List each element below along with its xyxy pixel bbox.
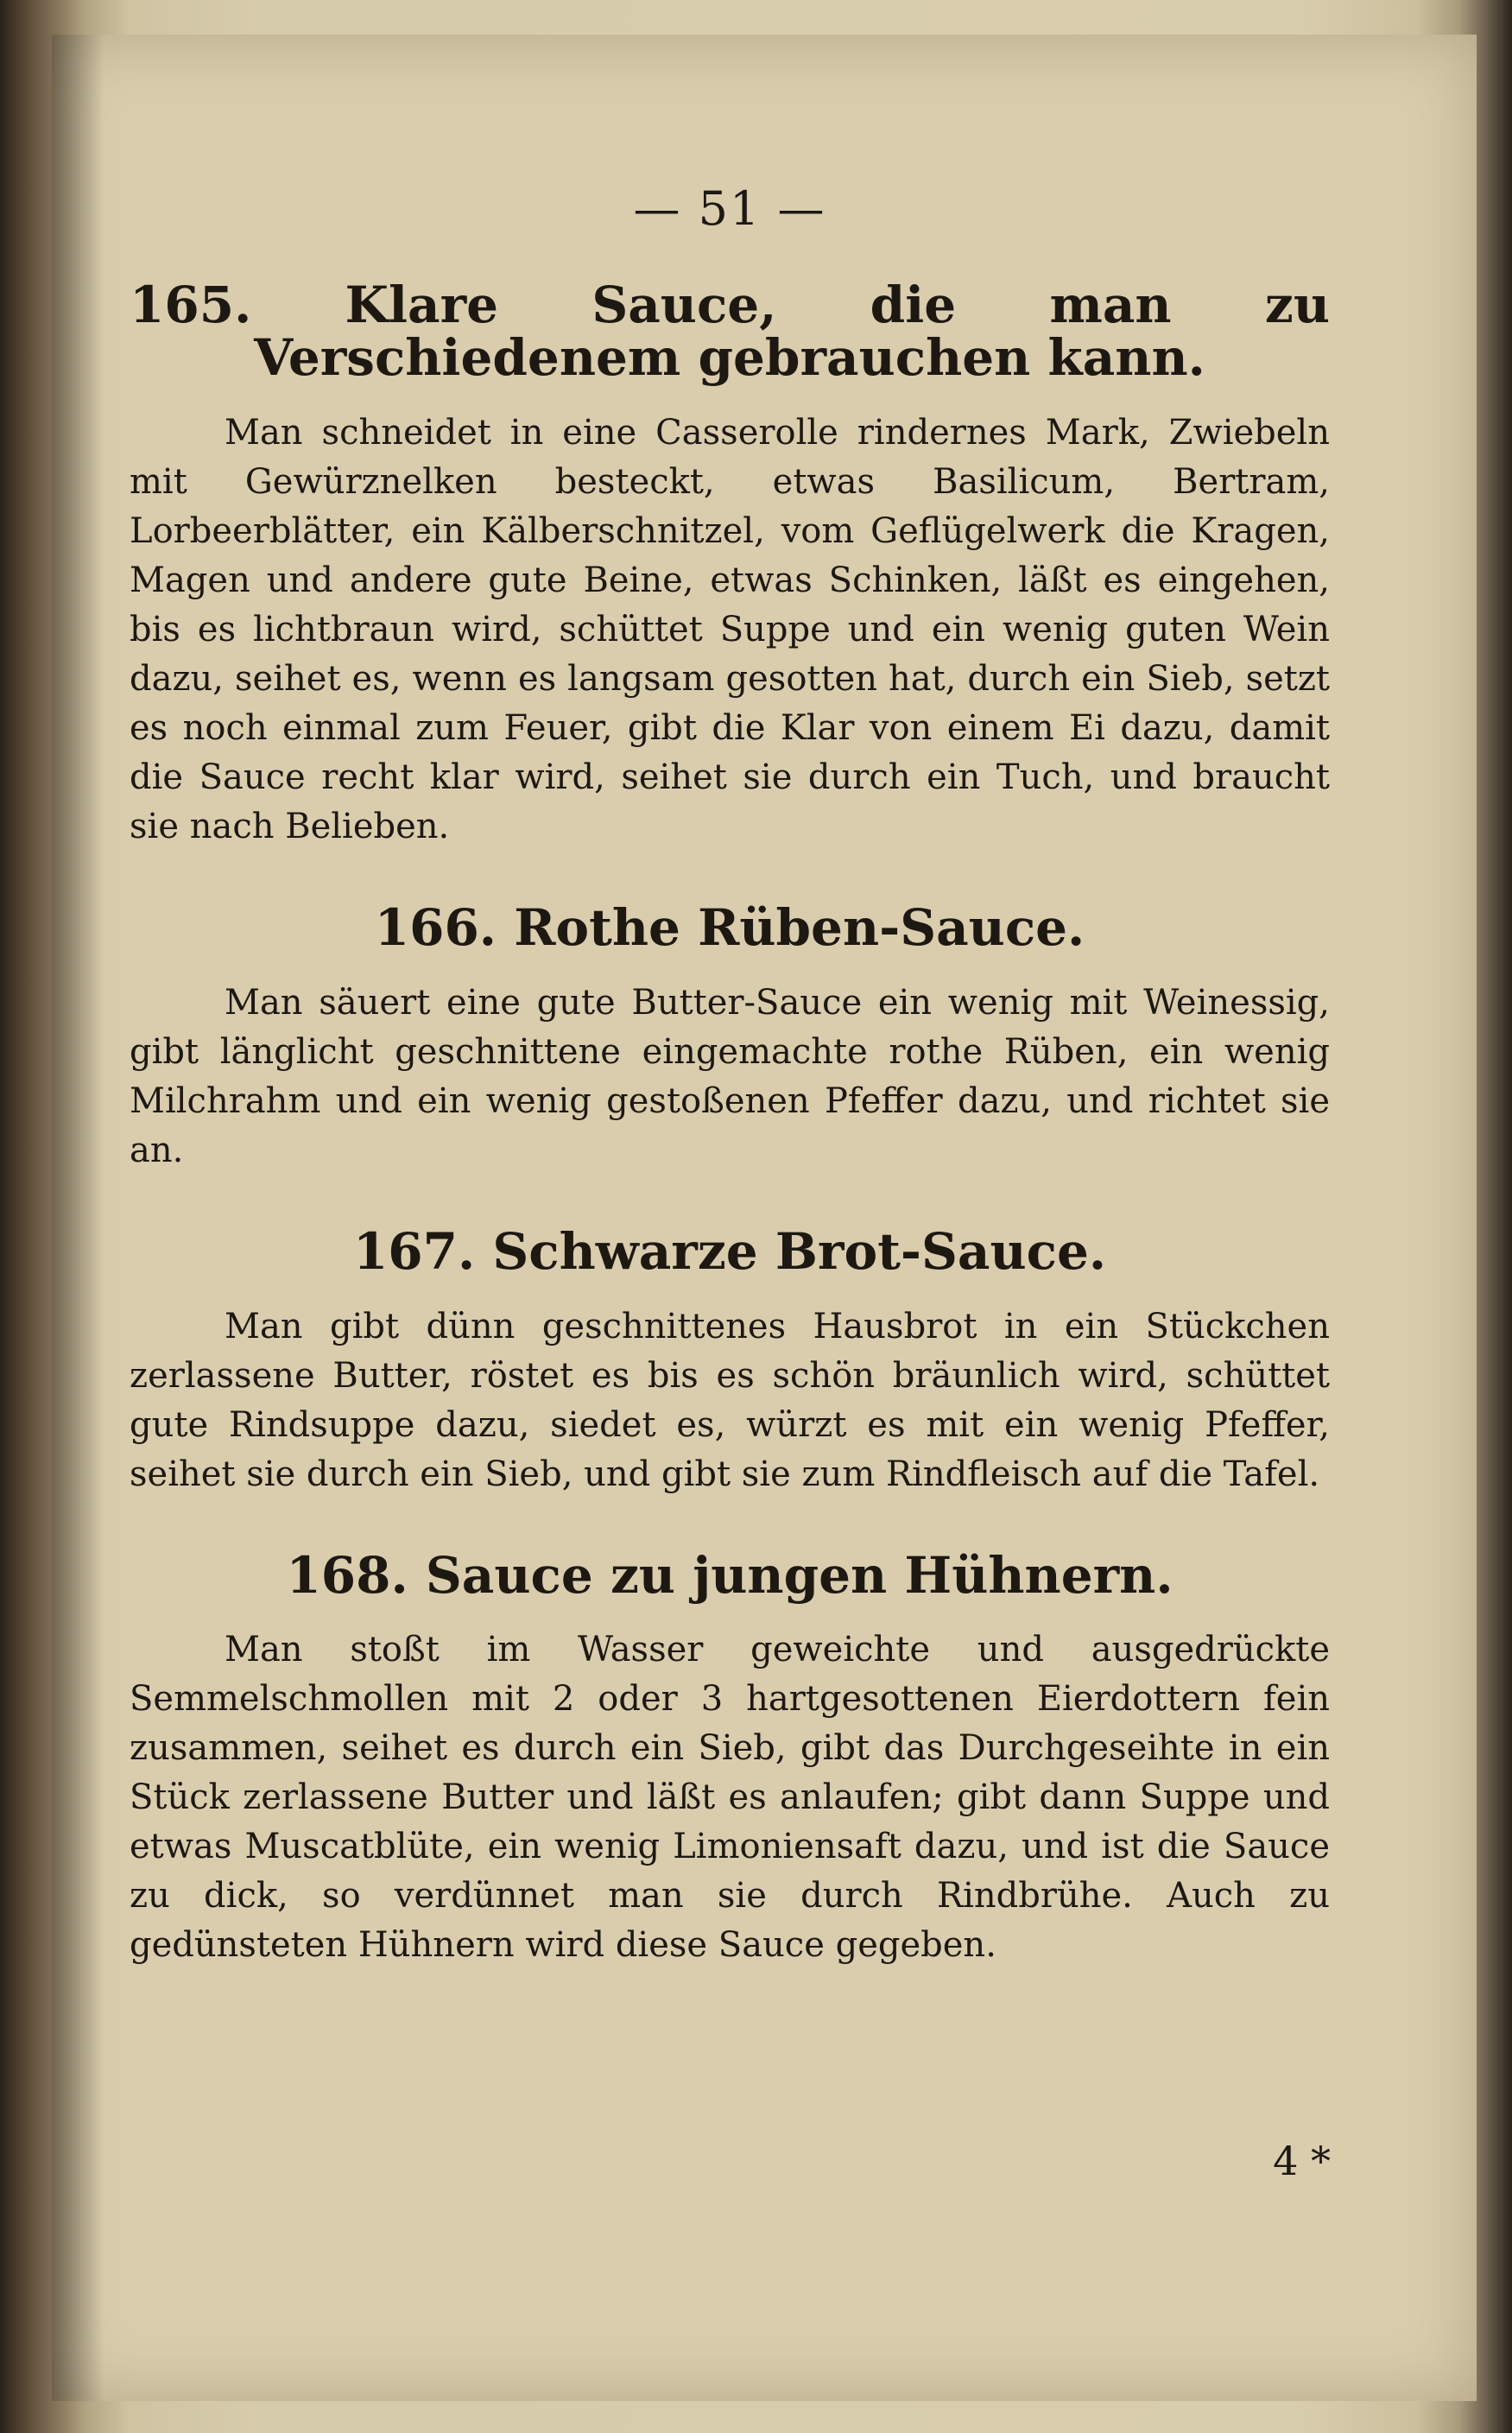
recipe-heading-166: 166. Rothe Rüben-Sauce. bbox=[374, 897, 1085, 957]
recipe-heading-165: 165. Klare Sauce, die man zu Verschiedenem gebrauchen kann. bbox=[130, 276, 1330, 387]
page-text bbox=[130, 181, 1330, 2020]
recipe-body-168: Man stoßt im Wasser geweichte und ausgedrückte Semmelschmollen mit 2 oder 3 hartgesottenen Eierdottern fein zusammen, seihet es durch ein Sieb, gibt das Durchgeseihte in ein Stück zerlassene Butter und läßt es anlaufen; gibt dann Suppe und etwas Muscatblüte, ein wenig Limoniensaft dazu, und ist die Sauce zu dick, so verdünnet man sie durch Rindbrühe. Auch zu gedünsteten Hühnern wird diese Sauce gegeben. bbox=[130, 1630, 1330, 1966]
page-number: — 51 — bbox=[633, 181, 826, 236]
recipe-body-166: Man säuert eine gute Butter-Sauce ein wenig mit Weinessig, gibt länglicht geschnittene eingemachte rothe Rüben, ein wenig Milchrahm und ein wenig gestoßenen Pfeffer dazu, und richtet sie an. bbox=[130, 982, 1330, 1170]
binding-gutter bbox=[52, 35, 104, 2401]
signature-mark: 4 * bbox=[1273, 2138, 1331, 2184]
recipe-body-167: Man gibt dünn geschnittenes Hausbrot in ein Stückchen zerlassene Butter, röstet es bis es schön bräunlich wird, schüttet gute Rindsuppe dazu, siedet es, würzt es mit ein wenig Pfeffer, seihet sie durch ein Sieb, und gibt sie zum Rindfleisch auf die Tafel. bbox=[130, 1306, 1330, 1494]
recipe-body-165: Man schneidet in eine Casserolle rindernes Mark, Zwiebeln mit Gewürznelken besteckt, etwas Basilicum, Bertram, Lorbeerblätter, ein Kälberschnitzel, vom Geflügelwerk die Kragen, Magen und andere gute Beine, etwas Schinken, läßt es eingehen, bis es lichtbraun wird, schüttet Suppe und ein wenig guten Wein dazu, seihet es, wenn es langsam gesotten hat, durch ein Sieb, setzt es noch einmal zum Feuer, gibt die Klar von einem Ei dazu, damit die Sauce recht klar wird, seihet sie durch ein Tuch, und braucht sie nach Belieben. bbox=[130, 412, 1330, 846]
recipe-heading-167: 167. Schwarze Brot-Sauce. bbox=[352, 1221, 1107, 1281]
recipe-heading-168: 168. Sauce zu jungen Hühnern. bbox=[286, 1545, 1174, 1605]
